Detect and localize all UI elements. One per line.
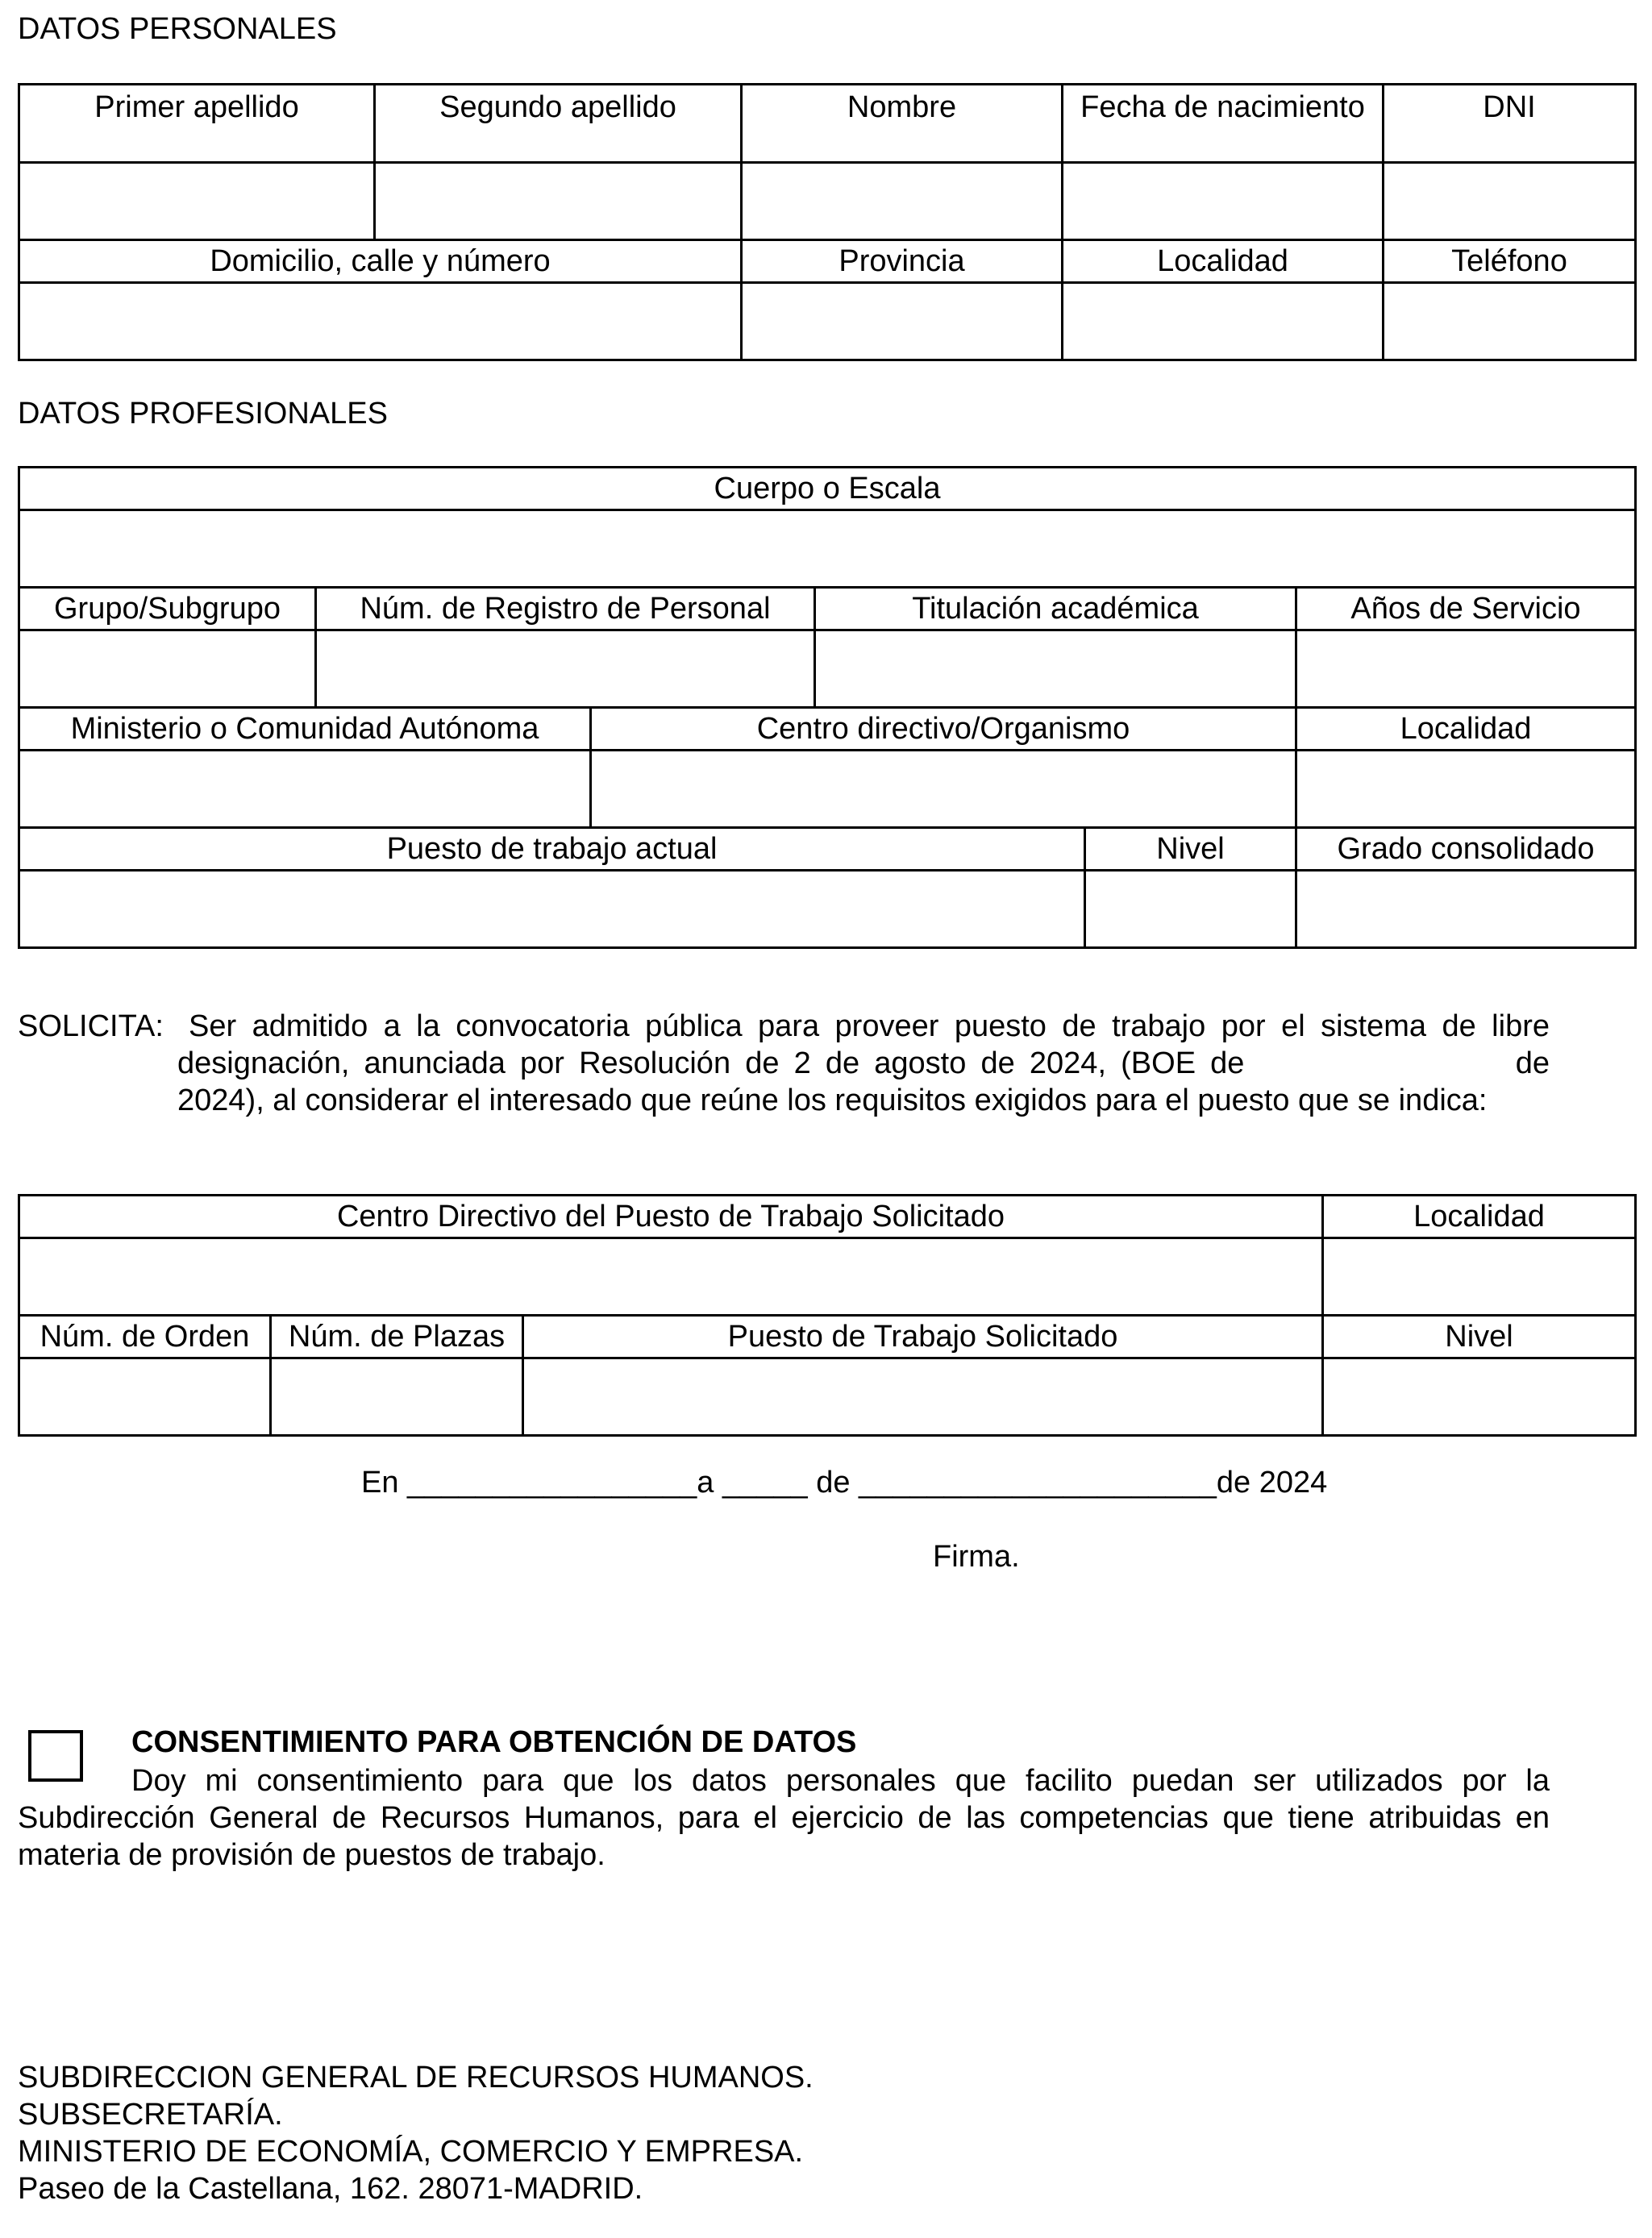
header-domicilio: Domicilio, calle y número [19, 240, 742, 283]
header-primer-apellido: Primer apellido [19, 85, 375, 163]
footer-line-direccion: Paseo de la Castellana, 162. 28071-MADRID. [18, 2172, 643, 2206]
field-domicilio[interactable] [19, 283, 742, 360]
field-localidad-solicitada[interactable] [1323, 1238, 1636, 1316]
field-puesto-solicitado[interactable] [523, 1358, 1323, 1436]
header-nombre: Nombre [742, 85, 1063, 163]
field-grado[interactable] [1296, 871, 1636, 948]
header-titulacion: Titulación académica [815, 588, 1296, 630]
header-centro-directivo: Centro directivo/Organismo [591, 708, 1296, 751]
header-num-plazas: Núm. de Plazas [271, 1316, 523, 1358]
field-nombre[interactable] [742, 163, 1063, 240]
section-title-personal: DATOS PERSONALES [18, 12, 337, 46]
field-puesto-actual[interactable] [19, 871, 1085, 948]
field-cuerpo-escala[interactable] [19, 510, 1636, 588]
field-centro-solicitado[interactable] [19, 1238, 1323, 1316]
header-grado: Grado consolidado [1296, 828, 1636, 871]
header-segundo-apellido: Segundo apellido [375, 85, 742, 163]
header-grupo-subgrupo: Grupo/Subgrupo [19, 588, 316, 630]
header-anos-servicio: Años de Servicio [1296, 588, 1636, 630]
field-titulacion[interactable] [815, 630, 1296, 708]
solicita-line-2: designación, anunciada por Resolución de 2 de agosto de 2024, (BOE de de [177, 1046, 1550, 1080]
header-nivel: Nivel [1085, 828, 1296, 871]
field-num-registro[interactable] [316, 630, 815, 708]
footer-line-subsecretaria: SUBSECRETARÍA. [18, 2098, 283, 2132]
field-nivel[interactable] [1085, 871, 1296, 948]
header-puesto-solicitado: Puesto de Trabajo Solicitado [523, 1316, 1323, 1358]
solicita-line-1: Ser admitido a la convocatoria pública para proveer puesto de trabajo por el sistema de libre [189, 1009, 1550, 1043]
header-dni: DNI [1384, 85, 1636, 163]
requested-post-table [18, 1194, 1637, 1437]
header-telefono: Teléfono [1384, 240, 1636, 283]
consent-title: CONSENTIMIENTO PARA OBTENCIÓN DE DATOS [131, 1725, 857, 1759]
consent-text: Doy mi consentimiento para que los datos personales que facilito puedan ser utilizados por la Subdirección General de Recursos Humanos, para el ejercicio de las competencias que tiene atribuidas en materia de provisión de puestos de trabajo. [18, 1764, 1550, 1872]
header-fecha-nacimiento: Fecha de nacimiento [1063, 85, 1384, 163]
header-num-registro: Núm. de Registro de Personal [316, 588, 815, 630]
field-centro-directivo[interactable] [591, 751, 1296, 828]
professional-data-table [18, 466, 1637, 949]
footer-line-subdireccion: SUBDIRECCION GENERAL DE RECURSOS HUMANOS. [18, 2061, 814, 2094]
field-dni[interactable] [1384, 163, 1636, 240]
header-localidad-solicitada: Localidad [1323, 1196, 1636, 1238]
header-localidad-prof: Localidad [1296, 708, 1636, 751]
header-num-orden: Núm. de Orden [19, 1316, 271, 1358]
header-puesto-actual: Puesto de trabajo actual [19, 828, 1085, 871]
field-localidad[interactable] [1063, 283, 1384, 360]
header-nivel-solicitado: Nivel [1323, 1316, 1636, 1358]
field-anos-servicio[interactable] [1296, 630, 1636, 708]
date-place-line[interactable]: En _________________a _____ de _____________________de 2024 [361, 1466, 1328, 1500]
field-grupo-subgrupo[interactable] [19, 630, 316, 708]
field-ministerio[interactable] [19, 751, 591, 828]
field-provincia[interactable] [742, 283, 1063, 360]
footer-address [18, 2059, 814, 2207]
solicita-label: SOLICITA: [18, 1009, 164, 1043]
firma-label: Firma. [933, 1540, 1020, 1574]
field-num-orden[interactable] [19, 1358, 271, 1436]
solicita-paragraph [18, 1008, 1550, 1119]
field-nivel-solicitado[interactable] [1323, 1358, 1636, 1436]
field-primer-apellido[interactable] [19, 163, 375, 240]
solicita-line-3: 2024), al considerar el interesado que reúne los requisitos exigidos para el puesto que se indica: [177, 1084, 1488, 1117]
header-provincia: Provincia [742, 240, 1063, 283]
section-title-professional: DATOS PROFESIONALES [18, 397, 388, 431]
footer-line-ministerio: MINISTERIO DE ECONOMÍA, COMERCIO Y EMPRESA. [18, 2135, 804, 2169]
header-cuerpo-escala: Cuerpo o Escala [19, 468, 1636, 510]
field-telefono[interactable] [1384, 283, 1636, 360]
field-segundo-apellido[interactable] [375, 163, 742, 240]
header-ministerio: Ministerio o Comunidad Autónoma [19, 708, 591, 751]
header-localidad: Localidad [1063, 240, 1384, 283]
header-centro-solicitado: Centro Directivo del Puesto de Trabajo Solicitado [19, 1196, 1323, 1238]
personal-data-table [18, 83, 1637, 361]
field-localidad-prof[interactable] [1296, 751, 1636, 828]
field-fecha-nacimiento[interactable] [1063, 163, 1384, 240]
field-num-plazas[interactable] [271, 1358, 523, 1436]
